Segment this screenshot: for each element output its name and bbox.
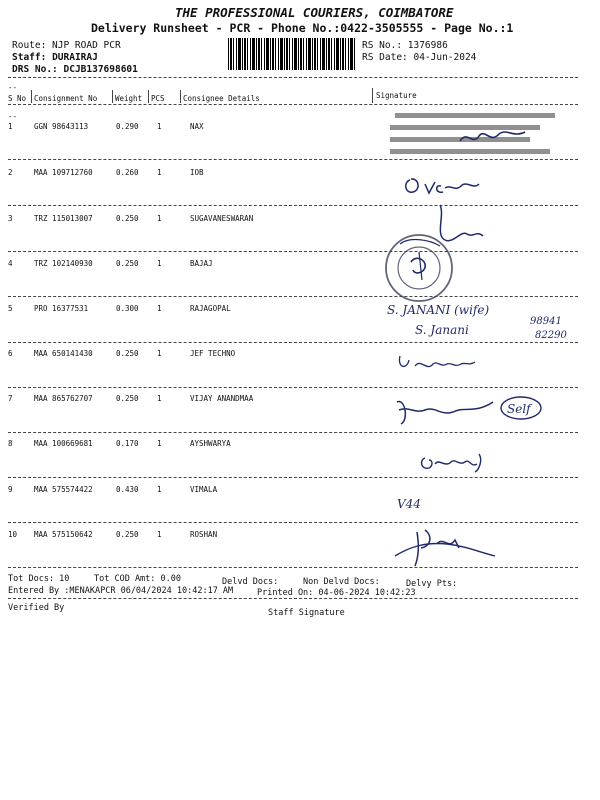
- row-sno: 7: [8, 394, 13, 403]
- row-consignee: ROSHAN: [190, 530, 218, 539]
- row-pcs: 1: [157, 168, 162, 177]
- sig-text: V44: [397, 497, 421, 511]
- round-seal: [375, 232, 575, 304]
- row-pcs: 1: [157, 530, 162, 539]
- col-separator: [31, 90, 32, 103]
- signature-row-6: [375, 348, 575, 380]
- row-sno: 6: [8, 349, 13, 358]
- entered-by: Entered By :MENAKAPCR 06/04/2024 10:42:17 AM: [8, 586, 234, 596]
- row-sno: 10: [8, 530, 18, 539]
- row-weight: 0.250: [116, 259, 139, 268]
- row-consignee: BAJAJ: [190, 259, 213, 268]
- col-separator: [180, 90, 181, 103]
- row-consignment: GGN 98643113: [34, 122, 89, 131]
- row-pcs: 1: [157, 349, 162, 358]
- row-weight: 0.290: [116, 122, 139, 131]
- drs-line: [12, 64, 138, 75]
- row-consignment: TRZ 102140930: [34, 259, 93, 268]
- row-weight: 0.250: [116, 214, 139, 223]
- divider: [8, 104, 578, 105]
- staff-signature-label: Staff Signature: [268, 608, 345, 618]
- verified-by: Verified By: [8, 603, 65, 613]
- sig-text: S. JANANI (wife): [387, 303, 490, 317]
- signature-row-8: [375, 444, 575, 478]
- drs-label: DRS No.:: [12, 64, 58, 75]
- sig-phone: 98941: [530, 316, 562, 327]
- row-sno: 4: [8, 259, 13, 268]
- row-consignee: VIMALA: [190, 485, 218, 494]
- row-pcs: 1: [157, 439, 162, 448]
- sig-self-text: Self: [507, 402, 531, 416]
- row-consignee: VIJAY ANANDMAA: [190, 394, 254, 403]
- dash-mark: --: [8, 83, 18, 92]
- row-consignment: TRZ 115013007: [34, 214, 93, 223]
- divider: [8, 77, 578, 78]
- row-consignee: JEF TECHNO: [190, 349, 236, 358]
- row-pcs: 1: [157, 122, 162, 131]
- row-divider: [8, 432, 578, 433]
- row-weight: 0.250: [116, 349, 139, 358]
- sig-text: S. Janani: [415, 323, 469, 337]
- company-stamp: [375, 108, 575, 160]
- row-pcs: 1: [157, 304, 162, 313]
- signature-row-10: [375, 522, 575, 572]
- row-consignment: PRO 16377531: [34, 304, 89, 313]
- row-sno: 3: [8, 214, 13, 223]
- row-consignee: SUGAVANESWARAN: [190, 214, 254, 223]
- staff-name: DURAIRAJ: [52, 52, 98, 63]
- printed-on: Printed On: 04-06-2024 10:42:23: [257, 588, 416, 598]
- col-pcs: PCS: [151, 94, 165, 103]
- row-consignment: MAA 109712760: [34, 168, 93, 177]
- route-label: Route: NJP ROAD PCR: [12, 40, 121, 51]
- row-divider: [8, 387, 578, 388]
- signature-row-5: [375, 296, 575, 344]
- row-consignment: MAA 650141430: [34, 349, 93, 358]
- row-pcs: 1: [157, 394, 162, 403]
- row-weight: 0.260: [116, 168, 139, 177]
- row-weight: 0.250: [116, 394, 139, 403]
- row-consignee: AYSHWARYA: [190, 439, 231, 448]
- delivered-docs: Delvd Docs:: [222, 577, 279, 587]
- company-title: THE PROFESSIONAL COURIERS, COIMBATORE: [175, 5, 454, 20]
- col-separator: [112, 90, 113, 103]
- signature-row-2: [375, 166, 575, 204]
- signature-row-9: [375, 488, 575, 518]
- col-consignee: Consignee Details: [183, 94, 260, 103]
- rs-date: RS Date: 04-Jun-2024: [362, 52, 477, 63]
- row-pcs: 1: [157, 214, 162, 223]
- row-sno: 8: [8, 439, 13, 448]
- row-weight: 0.300: [116, 304, 139, 313]
- row-consignee: RAJAGOPAL: [190, 304, 231, 313]
- col-signature: Signature: [376, 91, 417, 100]
- total-docs: Tot Docs: 10: [8, 574, 70, 584]
- row-consignee: IOB: [190, 168, 204, 177]
- row-weight: 0.170: [116, 439, 139, 448]
- row-consignment: MAA 865762707: [34, 394, 93, 403]
- row-sno: 1: [8, 122, 13, 131]
- barcode-image: [228, 38, 356, 70]
- row-sno: 9: [8, 485, 13, 494]
- sig-phone: 82290: [535, 330, 567, 341]
- delivery-points: Delvy Pts:: [406, 579, 458, 589]
- row-pcs: 1: [157, 485, 162, 494]
- non-delivered-docs: Non Delvd Docs:: [303, 577, 380, 587]
- row-consignee: NAX: [190, 122, 204, 131]
- signature-row-7: [375, 390, 575, 432]
- row-consignment: MAA 575150642: [34, 530, 93, 539]
- row-weight: 0.250: [116, 530, 139, 539]
- staff-label: Staff:: [12, 52, 47, 63]
- divider: [8, 598, 578, 599]
- row-weight: 0.430: [116, 485, 139, 494]
- rs-number: RS No.: 1376986: [362, 40, 448, 51]
- col-consignment: Consignment No: [34, 94, 98, 103]
- drs-number: DCJB137698601: [63, 64, 138, 75]
- dash-mark: --: [8, 112, 18, 121]
- col-separator: [372, 88, 373, 103]
- staff-line: [12, 52, 98, 63]
- row-sno: 5: [8, 304, 13, 313]
- total-cod: Tot COD Amt: 0.00: [94, 574, 181, 584]
- col-separator: [148, 90, 149, 103]
- row-consignment: MAA 575574422: [34, 485, 93, 494]
- runsheet-subtitle: Delivery Runsheet - PCR - Phone No.:0422-3505555 - Page No.:1: [91, 21, 514, 35]
- row-pcs: 1: [157, 259, 162, 268]
- row-sno: 2: [8, 168, 13, 177]
- col-weight: Weight: [115, 94, 143, 103]
- col-sno: S No: [8, 94, 27, 103]
- row-consignment: MAA 100669681: [34, 439, 93, 448]
